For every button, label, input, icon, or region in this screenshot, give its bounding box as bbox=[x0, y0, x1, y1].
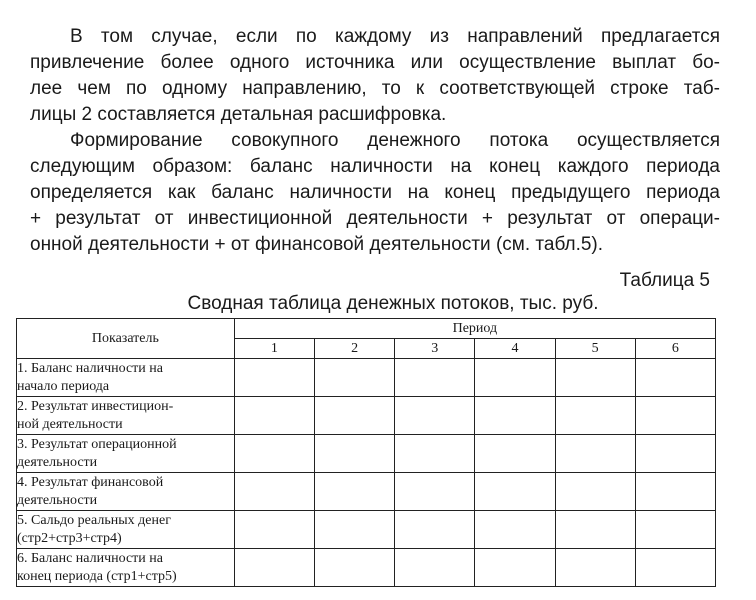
table-row bbox=[17, 511, 716, 549]
table-number: Таблица 5 bbox=[619, 270, 710, 291]
header-period: Период bbox=[234, 319, 715, 339]
row-label-line: 1. Баланс наличности на bbox=[17, 360, 164, 376]
row-label-line: 3. Результат операционной bbox=[17, 436, 177, 452]
table-header-row bbox=[17, 319, 716, 339]
row-label-line: (стр2+стр3+стр4) bbox=[17, 530, 122, 546]
table-cell bbox=[635, 549, 715, 587]
row-label bbox=[17, 511, 235, 549]
table-cell bbox=[395, 397, 475, 435]
period-number: 2 bbox=[314, 339, 394, 359]
row-label bbox=[17, 549, 235, 587]
table-cell bbox=[635, 473, 715, 511]
table-cell bbox=[314, 359, 394, 397]
table-cell bbox=[475, 359, 555, 397]
table-cell bbox=[234, 549, 314, 587]
table-cell bbox=[555, 511, 635, 549]
row-label-line: 6. Баланс наличности на bbox=[17, 550, 164, 566]
table-cell bbox=[314, 435, 394, 473]
row-label-line: конец периода (стр1+стр5) bbox=[17, 568, 177, 584]
row-label-line: 2. Результат инвестицион- bbox=[17, 398, 174, 414]
table-cell bbox=[475, 549, 555, 587]
table-cell bbox=[555, 549, 635, 587]
period-number: 4 bbox=[475, 339, 555, 359]
table-title: Сводная таблица денежных потоков, тыс. руб. bbox=[187, 293, 599, 314]
row-label bbox=[17, 435, 235, 473]
table-cell bbox=[555, 397, 635, 435]
table-cell bbox=[635, 359, 715, 397]
table-cell bbox=[395, 435, 475, 473]
table-cell bbox=[395, 359, 475, 397]
paragraph-1 bbox=[30, 24, 720, 128]
table-cell bbox=[395, 473, 475, 511]
paragraph-line: Формирование совокупного денежного потока осуществляется bbox=[70, 130, 720, 151]
row-label-line: деятельности bbox=[17, 454, 98, 470]
table-row bbox=[17, 473, 716, 511]
table-cell bbox=[395, 511, 475, 549]
row-label-line: ной деятельности bbox=[17, 416, 123, 432]
table-cell bbox=[314, 549, 394, 587]
paragraph-line: следующим образом: баланс наличности на конец каждого периода bbox=[30, 156, 720, 177]
table-cell bbox=[234, 511, 314, 549]
table-cell bbox=[635, 435, 715, 473]
paragraph-line: лицы 2 составляется детальная расшифровка. bbox=[30, 104, 447, 125]
period-number: 3 bbox=[395, 339, 475, 359]
table-cell bbox=[475, 435, 555, 473]
table-row bbox=[17, 435, 716, 473]
table-row bbox=[17, 359, 716, 397]
table-cell bbox=[635, 397, 715, 435]
table-cell bbox=[234, 473, 314, 511]
table-cell bbox=[234, 435, 314, 473]
table-cell bbox=[314, 397, 394, 435]
paragraph-line: В том случае, если по каждому из направлений предлагается bbox=[70, 26, 720, 47]
paragraph-line: лее чем по одному направлению, то к соответствующей строке таб- bbox=[30, 78, 720, 99]
row-label bbox=[17, 473, 235, 511]
table-row bbox=[17, 549, 716, 587]
cash-flow-table bbox=[16, 318, 716, 587]
paragraph-line: онной деятельности + от финансовой деятельности (см. табл.5). bbox=[30, 234, 604, 255]
paragraph-line: + результат от инвестиционной деятельности + результат от операци- bbox=[30, 208, 720, 229]
table-row bbox=[17, 397, 716, 435]
paragraph-2 bbox=[30, 128, 720, 258]
row-label-line: начало периода bbox=[17, 378, 110, 394]
row-label bbox=[17, 359, 235, 397]
table-cell bbox=[314, 511, 394, 549]
table-cell bbox=[475, 397, 555, 435]
row-label-line: 4. Результат финансовой bbox=[17, 474, 164, 490]
paragraph-line: привлечение более одного источника или осуществление выплат бо- bbox=[30, 52, 720, 73]
period-number: 1 bbox=[234, 339, 314, 359]
row-label-line: деятельности bbox=[17, 492, 98, 508]
header-indicator: Показатель bbox=[17, 319, 235, 359]
table-cell bbox=[555, 473, 635, 511]
table-cell bbox=[475, 473, 555, 511]
table-cell bbox=[555, 435, 635, 473]
period-number: 5 bbox=[555, 339, 635, 359]
table-cell bbox=[635, 511, 715, 549]
table-cell bbox=[555, 359, 635, 397]
row-label bbox=[17, 397, 235, 435]
table-cell bbox=[234, 359, 314, 397]
table-cell bbox=[395, 549, 475, 587]
table-cell bbox=[475, 511, 555, 549]
table-cell bbox=[314, 473, 394, 511]
table-cell bbox=[234, 397, 314, 435]
row-label-line: 5. Сальдо реальных денег bbox=[17, 512, 171, 528]
paragraph-line: определяется как баланс наличности на конец предыдущего периода bbox=[30, 182, 720, 203]
period-number: 6 bbox=[635, 339, 715, 359]
